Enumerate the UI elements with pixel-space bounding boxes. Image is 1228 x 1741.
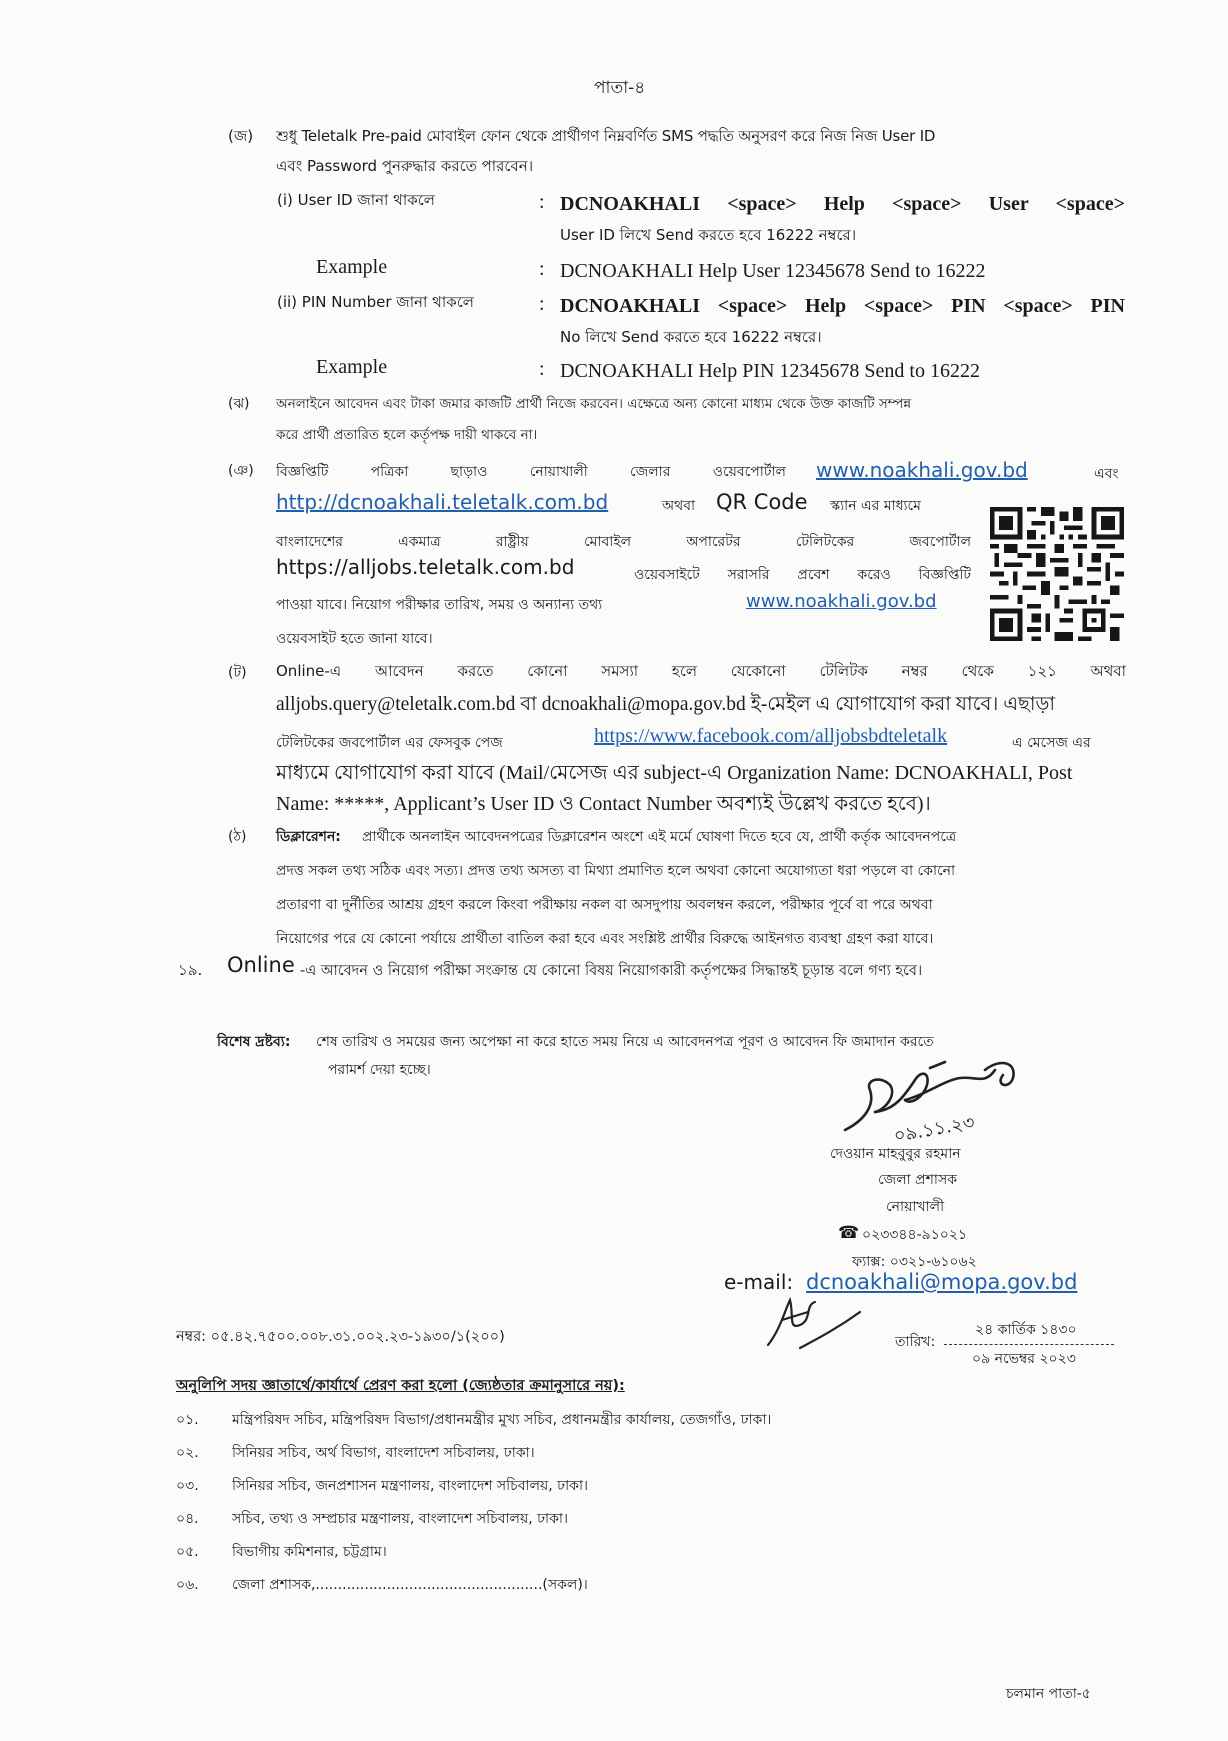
item-19-text: -এ আবেদন ও নিয়োগ পরীক্ষা সংক্রান্ত যে কোনো বিষয় নিয়োগকারী কর্তৃপক্ষের সিদ্ধান্তই চূড়ান্ত বলে গণ্য হবে। — [300, 963, 923, 979]
declaration-line4: নিয়োগের পরে যে কোনো পর্যায়ে প্রার্থীতা বাতিল করা হবে এবং সংশ্লিষ্ট প্রার্থীর বিরুদ্ধে আইনগত ব্যবস্থা গ্রহণ করা যাবে। — [276, 931, 934, 947]
contact-line4: মাধ্যমে যোগাযোগ করা যাবে (Mail/মেসেজ এর subject-এ Organization Name: DCNOAKHALI, Post — [276, 762, 1073, 784]
copy-item-number: ০১. — [176, 1412, 199, 1428]
alljobs-link[interactable]: https://alljobs.teletalk.com.bd — [276, 555, 575, 579]
notice-line2-end: স্ক্যান এর মাধ্যমে — [830, 498, 921, 514]
copy-item-text: সিনিয়র সচিব, অর্থ বিভাগ, বাংলাদেশ সচিবালয়, ঢাকা। — [232, 1445, 535, 1461]
sms-item2-example: DCNOAKHALI Help PIN 12345678 Send to 16222 — [560, 360, 980, 382]
notice-section-marker: (ঞ) — [228, 463, 254, 479]
noakhali-website-link[interactable]: www.noakhali.gov.bd — [816, 458, 1028, 482]
copy-item-number: ০৩. — [176, 1478, 199, 1494]
copy-item-text: সিনিয়র সচিব, জনপ্রশাসন মন্ত্রণালয়, বাংলাদেশ সচিবালয়, ঢাকা। — [232, 1478, 589, 1494]
contact-line5: Name: *****, Applicant’s User ID ও Contact Number অবশ্যই উল্লেখ করতে হবে)। — [276, 793, 931, 815]
notice-line1: বিজ্ঞপ্তিটি পত্রিকা ছাড়াও নোয়াখালী জেলার ওয়েবপোর্টাল — [276, 464, 786, 480]
signatory-designation: জেলা প্রশাসক — [878, 1172, 957, 1188]
contact-line1: Online-এ আবেদন করতে কোনো সমস্যা হলে যেকোনো টেলিটক নম্বর থেকে ১২১ অথবা — [276, 662, 1126, 680]
handwritten-signature — [835, 1050, 1035, 1150]
notice-line5: পাওয়া যাবে। নিয়োগ পরীক্ষার তারিখ, সময় ও অন্যান্য তথ্য — [276, 597, 603, 613]
sms-item1-label: (i) User ID জানা থাকলে — [277, 191, 435, 209]
special-note-heading: বিশেষ দ্রষ্টব্য: — [217, 1034, 291, 1050]
signatory-name: দেওয়ান মাহবুবুর রহমান — [830, 1146, 961, 1162]
memo-date-bangla: ২৪ কার্তিক ১৪৩০ — [975, 1322, 1077, 1338]
copy-item-number: ০২. — [176, 1445, 199, 1461]
copy-item-text: মন্ত্রিপরিষদ সচিব, মন্ত্রিপরিষদ বিভাগ/প্রধানমন্ত্রীর মুখ্য সচিব, প্রধানমন্ত্রীর কার্যালয়, তেজগাঁও, ঢাকা। — [232, 1412, 772, 1428]
copy-item-number: ০৪. — [176, 1511, 199, 1527]
declaration-section-marker: (ঠ) — [228, 829, 247, 845]
declaration-heading: ডিক্লারেশন: — [276, 829, 341, 845]
sms-item2-example-label: Example — [316, 356, 388, 378]
teletalk-portal-link[interactable]: http://dcnoakhali.teletalk.com.bd — [276, 490, 609, 514]
signatory-fax: ফ্যাক্স: ০৩২১-৬১০৬২ — [852, 1254, 977, 1270]
sms-section-marker: (জ) — [228, 127, 254, 145]
qr-code-image[interactable] — [990, 507, 1124, 641]
sms-item2-format-line1: DCNOAKHALI <space> Help <space> PIN <space> PIN — [560, 295, 1125, 317]
sms-intro-line1: শুধু Teletalk Pre-paid মোবাইল ফোন থেকে প্রার্থীগণ নিম্নবর্ণিত SMS পদ্ধতি অনুসরণ করে নিজ নিজ User ID — [276, 127, 936, 145]
contact-line3: টেলিটকের জবপোর্টাল এর ফেসবুক পেজ — [276, 735, 503, 751]
date-divider — [944, 1344, 1114, 1345]
qr-code-label: QR Code — [716, 490, 808, 514]
sms-item2-example-colon: : — [539, 358, 545, 380]
page-number: পাতা-৪ — [594, 78, 646, 98]
sms-item1-format-line1: DCNOAKHALI <space> Help <space> User <space> — [560, 193, 1125, 215]
sms-item2-format-line2: No লিখে Send করতে হবে 16222 নম্বরে। — [560, 328, 822, 346]
online-section-line2: করে প্রার্থী প্রতারিত হলে কর্তৃপক্ষ দায়ী থাকবে না। — [276, 427, 538, 443]
copy-item-text: সচিব, তথ্য ও সম্প্রচার মন্ত্রণালয়, বাংলাদেশ সচিবালয়, ঢাকা। — [232, 1511, 568, 1527]
phone-icon: ☎ — [838, 1223, 860, 1243]
facebook-page-link[interactable]: https://www.facebook.com/alljobsbdteletalk — [594, 725, 948, 747]
signatory-phone: ০২৩৩৪৪-৯১০২১ — [862, 1227, 968, 1243]
online-section-line1: অনলাইনে আবেদন এবং টাকা জমার কাজটি প্রার্থী নিজে করবেন। এক্ষেত্রে অন্য কোনো মাধ্যম থেকে উক্ত কাজটি সম্পন্ন — [276, 396, 912, 412]
declaration-line1: প্রার্থীকে অনলাইন আবেদনপত্রের ডিক্লারেশন অংশে এই মর্মে ঘোষণা দিতে হবে যে, প্রার্থী কর্তৃক আবেদনপত্রে — [362, 829, 957, 845]
special-note-line1: শেষ তারিখ ও সময়ের জন্য অপেক্ষা না করে হাতে সময় নিয়ে এ আবেদনপত্র পূরণ ও আবেদন ফি জমাদান করতে — [316, 1034, 934, 1050]
notice-line4: ওয়েবসাইটে সরাসরি প্রবেশ করেও বিজ্ঞপ্তিটি — [634, 567, 971, 583]
item-19-number: ১৯. — [178, 961, 203, 979]
sms-item2-colon: : — [539, 293, 545, 315]
special-note-line2: পরামর্শ দেয়া হচ্ছে। — [328, 1062, 431, 1078]
sms-item2-label: (ii) PIN Number জানা থাকলে — [277, 293, 474, 311]
sms-item1-format-line2: User ID লিখে Send করতে হবে 16222 নম্বরে। — [560, 226, 857, 244]
sms-item1-example-label: Example — [316, 256, 388, 278]
signature-date: ০৯.১১.২৩ — [892, 1112, 977, 1147]
sms-item1-colon: : — [539, 191, 545, 213]
notice-line6: ওয়েবসাইট হতে জানা যাবে। — [276, 631, 433, 647]
notice-line3: বাংলাদেশের একমাত্র রাষ্ট্রীয় মোবাইল অপারেটর টেলিটকের জবপোর্টাল — [276, 534, 971, 550]
signatory-district: নোয়াখালী — [886, 1199, 945, 1215]
sms-item1-example: DCNOAKHALI Help User 12345678 Send to 16222 — [560, 260, 986, 282]
contact-line3-end: এ মেসেজ এর — [1012, 735, 1091, 751]
contact-line2: alljobs.query@teletalk.com.bd বা dcnoakhali@mopa.gov.bd ই-মেইল এ যোগাযোগ করা যাবে। এছাড়া — [276, 694, 1056, 715]
contact-section-marker: (ট) — [228, 665, 247, 681]
noakhali-website-link-2[interactable]: www.noakhali.gov.bd — [746, 591, 937, 612]
declaration-line3: প্রতারণা বা দুর্নীতির আশ্রয় গ্রহণ করলে কিংবা পরীক্ষায় নকল বা অসদুপায় অবলম্বন করলে, পরীক্ষার পূর্বে বা পরে অথবা — [276, 897, 933, 913]
copy-item-text: বিভাগীয় কমিশনার, চট্টগ্রাম। — [232, 1544, 387, 1560]
copy-item-number: ০৫. — [176, 1544, 199, 1560]
copy-item-number: ০৬. — [176, 1577, 199, 1593]
online-section-marker: (ঝ) — [228, 396, 250, 412]
sms-intro-line2: এবং Password পুনরুদ্ধার করতে পারবেন। — [276, 157, 534, 175]
copy-list-heading: অনুলিপি সদয় জ্ঞাতার্থে/কার্যার্থে প্রেরণ করা হলো (জ্যেষ্ঠতার ক্রমানুসারে নয়): — [176, 1378, 625, 1394]
continuation-note: চলমান পাতা-৫ — [1006, 1686, 1091, 1702]
signatory-email-link[interactable]: dcnoakhali@mopa.gov.bd — [806, 1270, 1078, 1294]
memo-number: নম্বর: ০৫.৪২.৭৫০০.০০৮.৩১.০০২.২৩-১৯৩০/১(২০০) — [176, 1329, 505, 1345]
memo-date-gregorian: ০৯ নভেম্বর ২০২৩ — [972, 1351, 1076, 1367]
item-19-online: Online — [227, 953, 295, 977]
initial-signature — [760, 1290, 870, 1355]
copy-item-text: জেলা প্রশাসক,...................................................(সকল)। — [232, 1577, 588, 1593]
notice-line2-or: অথবা — [662, 498, 696, 514]
memo-date-label: তারিখ: — [895, 1334, 936, 1350]
notice-line1-end: এবং — [1094, 466, 1119, 482]
sms-item1-example-colon: : — [539, 258, 545, 280]
declaration-line2: প্রদত্ত সকল তথ্য সঠিক এবং সত্য। প্রদত্ত তথ্য অসত্য বা মিথ্যা প্রমাণিত হলে অথবা কোনো অযোগ্যতা ধরা পড়লে বা কোনো — [276, 863, 956, 879]
signatory-email-label: e-mail: — [724, 1270, 794, 1294]
